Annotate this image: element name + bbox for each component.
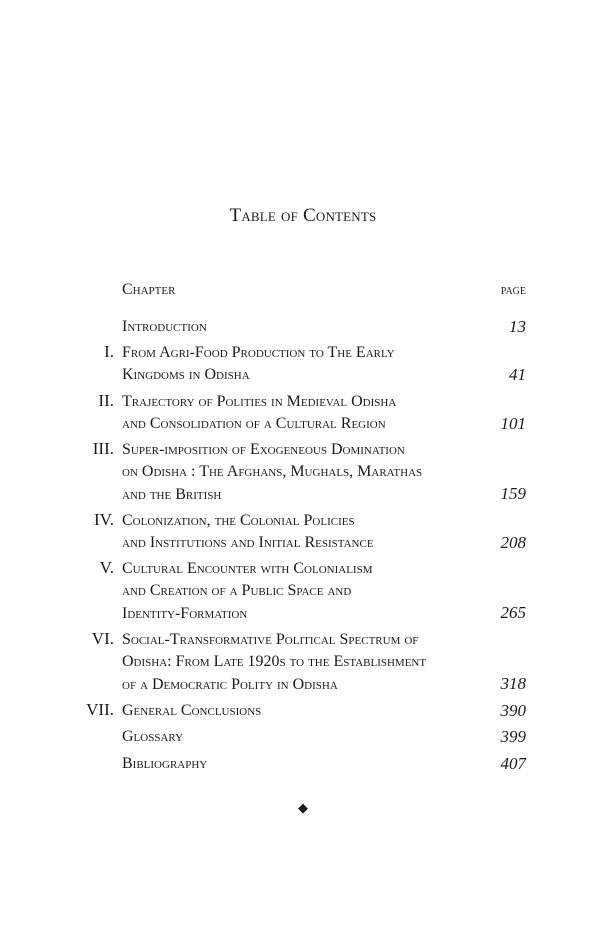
entry-title-line: General Conclusions bbox=[122, 702, 262, 719]
entry-title-line: Identity-Formation bbox=[122, 604, 248, 622]
entry-title-line: Bibliography bbox=[122, 755, 208, 772]
chapter-number: III. bbox=[92, 439, 114, 458]
entry-page-number: 13 bbox=[509, 317, 526, 336]
entry-title-line: Colonization, the Colonial Policies bbox=[122, 512, 355, 529]
entry-page-number: 399 bbox=[500, 727, 526, 746]
entry-title-line: Social-Transformative Political Spectrum of bbox=[122, 631, 419, 648]
entry-page-number: 159 bbox=[500, 484, 526, 503]
entry-title-line: Kingdoms in Odisha bbox=[122, 366, 250, 384]
entry-title-line: Trajectory of Polities in Medieval Odisha bbox=[122, 393, 397, 410]
entry-title-line: Cultural Encounter with Colonialism bbox=[122, 560, 373, 577]
chapter-number: VI. bbox=[91, 629, 114, 648]
entry-page-number: 265 bbox=[500, 603, 526, 622]
page-column-header: page bbox=[500, 283, 526, 298]
chapter-number: II. bbox=[98, 391, 114, 410]
chapter-number: V. bbox=[99, 558, 114, 577]
diamond-ornament-icon: ◆ bbox=[298, 800, 308, 815]
chapter-number: IV. bbox=[94, 510, 114, 529]
entry-title-line: Odisha: From Late 1920s to the Establishment bbox=[122, 653, 427, 671]
entry-title-line: and the British bbox=[122, 485, 222, 503]
chapter-number: I. bbox=[104, 342, 114, 361]
entry-title-line: of a Democratic Polity in Odisha bbox=[122, 675, 338, 693]
entry-page-number: 390 bbox=[500, 701, 526, 720]
page-title: Table of Contents bbox=[229, 205, 377, 226]
entry-title-line: and Creation of a Public Space and bbox=[122, 582, 352, 600]
entry-title-line: From Agri-Food Production to The Early bbox=[122, 344, 395, 361]
entry-title-line: and Consolidation of a Cultural Region bbox=[122, 415, 386, 433]
entry-page-number: 407 bbox=[500, 754, 526, 773]
entry-page-number: 318 bbox=[500, 674, 526, 693]
entry-title-line: Introduction bbox=[122, 318, 207, 335]
entry-page-number: 101 bbox=[500, 414, 526, 433]
entry-page-number: 208 bbox=[500, 533, 526, 552]
chapter-column-header: Chapter bbox=[122, 281, 176, 298]
entry-title-line: Super-imposition of Exogeneous Domination bbox=[122, 441, 405, 458]
entry-page-number: 41 bbox=[509, 365, 526, 384]
entry-title-line: and Institutions and Initial Resistance bbox=[122, 534, 374, 552]
entry-title-line: Glossary bbox=[122, 728, 184, 745]
entry-title-line: on Odisha : The Afghans, Mughals, Marathas bbox=[122, 463, 423, 481]
chapter-number: VII. bbox=[86, 700, 114, 719]
